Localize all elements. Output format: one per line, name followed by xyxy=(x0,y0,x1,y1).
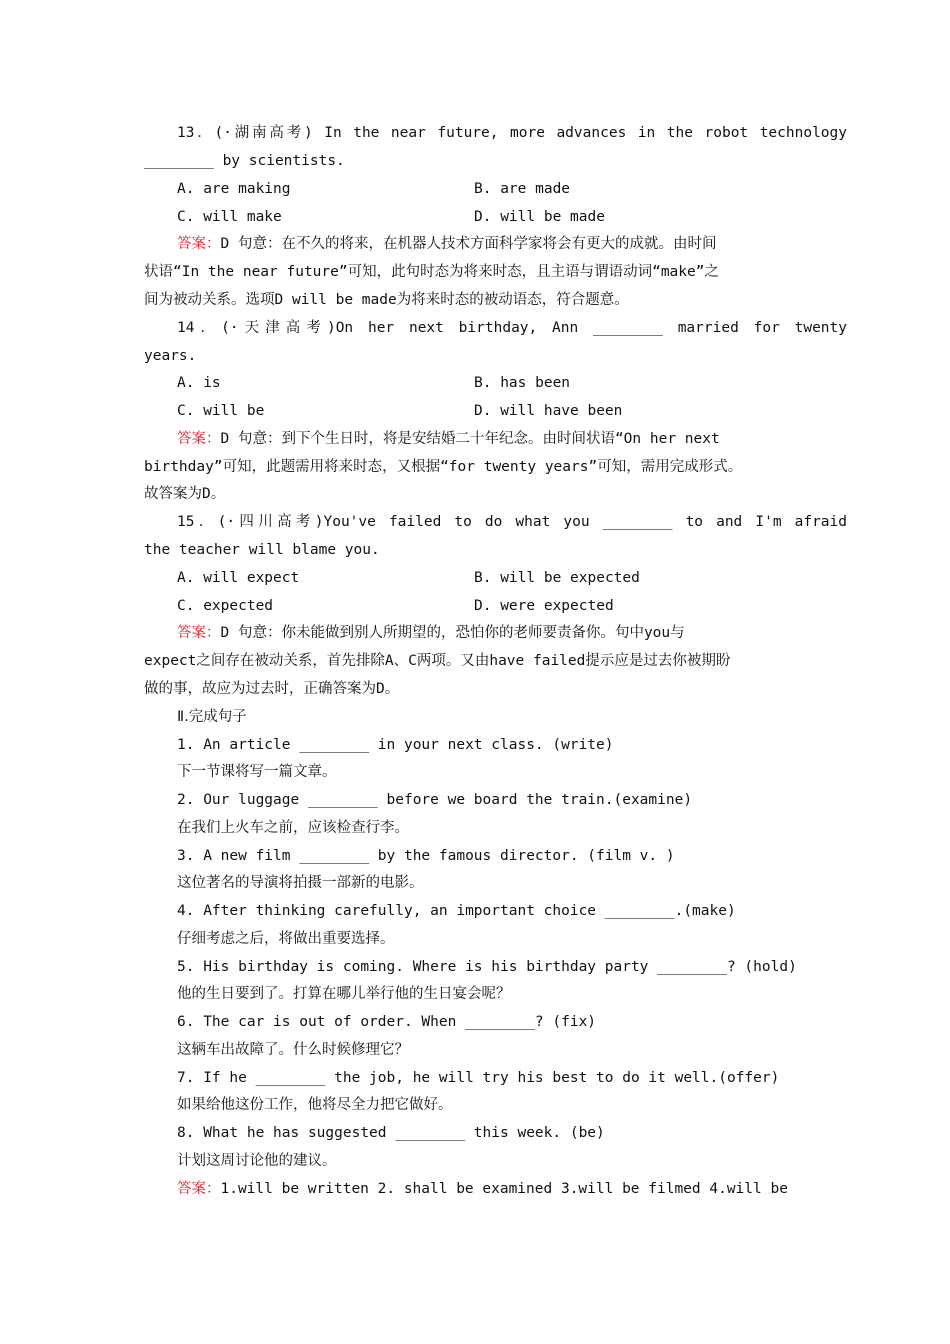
sentence-6-cn: 这辆车出故障了。什么时候修理它？ xyxy=(177,1042,409,1058)
sentence-1-cn: 下一节课将写一篇文章。 xyxy=(177,764,337,780)
sentence-1-en: 1. An article ________ in your next class. (write) xyxy=(177,737,614,753)
section2-answers xyxy=(177,1179,847,1199)
q14-option-d: D. will have been xyxy=(474,403,623,419)
q14-answer-text: D 句意：到下个生日时，将是安结婚二十年纪念。由时间状语“On her next xyxy=(220,431,720,447)
sentence-7-cn: 如果给他这份工作，他将尽全力把它做好。 xyxy=(177,1097,453,1113)
q13-answer-line2: 状语“In the near future”可知，此句时态为将来时态，且主语与谓语动词“make”之 xyxy=(144,264,719,280)
q14-answer-line2: birthday”可知，此题需用将来时态，又根据“for twenty years”可知，需用完成形式。 xyxy=(144,459,743,475)
q15-answer-line2: expect之间存在被动关系，首先排除A、C两项。又由have failed提示应是过去你被期盼 xyxy=(144,653,731,669)
q14-option-b: B. has been xyxy=(474,375,571,391)
q15-answer-line3: 做的事，故应为过去时，正确答案为D。 xyxy=(144,681,400,697)
q14-answer-line3: 故答案为D。 xyxy=(144,486,226,502)
q14-option-a: A. is xyxy=(177,375,221,391)
q13-option-a: A. are making xyxy=(177,181,291,197)
sentence-6-en: 6. The car is out of order. When ________? (fix) xyxy=(177,1014,597,1030)
q14-stem-line2: years. xyxy=(144,348,197,364)
q15-answer-text: D 句意：你未能做到别人所期望的，恐怕你的老师要责备你。句中you与 xyxy=(220,625,685,641)
sentence-4-cn: 仔细考虑之后，将做出重要选择。 xyxy=(177,931,395,947)
q13-option-d: D. will be made xyxy=(474,209,605,225)
sentence-2-cn: 在我们上火车之前，应该检查行李。 xyxy=(177,820,409,836)
sentence-8-en: 8. What he has suggested ________ this week. (be) xyxy=(177,1125,605,1141)
sentence-5-en: 5. His birthday is coming. Where is his birthday party ________? (hold) xyxy=(177,959,797,975)
q13-option-c: C. will make xyxy=(177,209,282,225)
q13-stem-line2: ________ by scientists. xyxy=(144,153,345,169)
q15-option-a: A. will expect xyxy=(177,570,300,586)
q13-answer-line3: 间为被动关系。选项D will be made为将来时态的被动语态，符合题意。 xyxy=(144,292,629,308)
sentence-5-cn: 他的生日要到了。打算在哪儿举行他的生日宴会呢？ xyxy=(177,986,511,1002)
sentence-8-cn: 计划这周讨论他的建议。 xyxy=(177,1153,337,1169)
q13-option-b: B. are made xyxy=(474,181,571,197)
q15-stem-line2: the teacher will blame you. xyxy=(144,542,380,558)
sentence-3-en: 3. A new film ________ by the famous director. (film v. ) xyxy=(177,848,675,864)
section2-answer-text: 1.will be written 2. shall be examined 3.will be filmed 4.will be xyxy=(220,1181,788,1197)
q13-answer-line1 xyxy=(177,234,847,254)
q13-answer-text: D 句意：在不久的将来，在机器人技术方面科学家将会有更大的成就。由时间 xyxy=(220,236,717,252)
answer-label: 答案： xyxy=(177,625,221,641)
sentence-4-en: 4. After thinking carefully, an important choice ________.(make) xyxy=(177,903,736,919)
q15-option-b: B. will be expected xyxy=(474,570,640,586)
q14-stem-line1: 14．(·天津高考)On her next birthday, Ann ________ married for twenty xyxy=(177,320,847,336)
answer-label: 答案： xyxy=(177,431,221,447)
q15-option-c: C. expected xyxy=(177,598,274,614)
q15-option-d: D. were expected xyxy=(474,598,614,614)
answer-label: 答案： xyxy=(177,1181,221,1197)
q15-stem-line1: 15．(·四川高考)You've failed to do what you ________ to and I'm afraid xyxy=(177,514,847,530)
section-title: Ⅱ.完成句子 xyxy=(177,709,247,725)
sentence-2-en: 2. Our luggage ________ before we board the train.(examine) xyxy=(177,792,693,808)
answer-label: 答案： xyxy=(177,236,221,252)
q13-stem-line1: 13．(·湖南高考) In the near future, more advances in the robot technology xyxy=(177,125,847,141)
sentence-3-cn: 这位著名的导演将拍摄一部新的电影。 xyxy=(177,875,424,891)
q15-answer-line1 xyxy=(177,623,847,643)
sentence-7-en: 7. If he ________ the job, he will try his best to do it well.(offer) xyxy=(177,1070,780,1086)
q14-answer-line1 xyxy=(177,429,847,449)
q14-option-c: C. will be xyxy=(177,403,265,419)
